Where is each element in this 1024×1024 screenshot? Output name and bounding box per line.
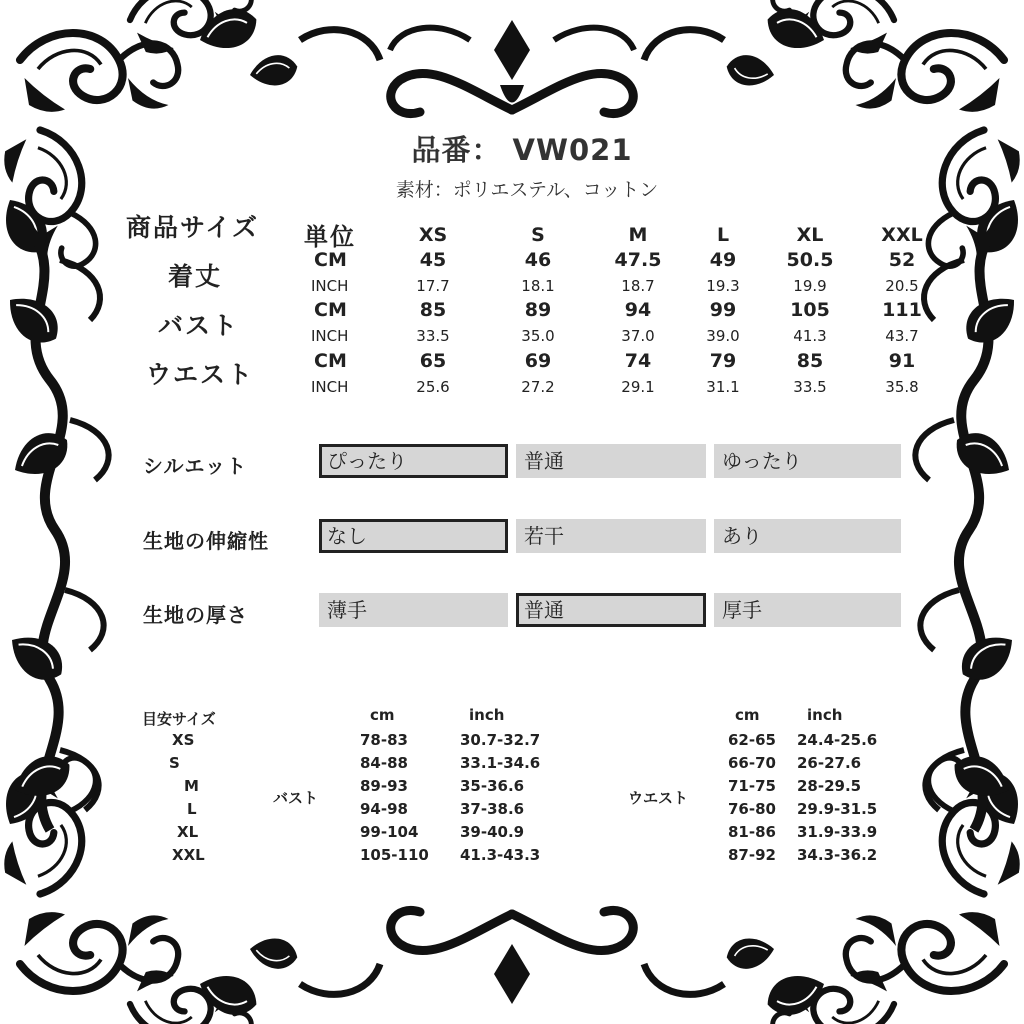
guide-waist-inch: 31.9-33.9 xyxy=(797,823,878,841)
measurement-cell: 35.0 xyxy=(521,327,555,345)
measurement-cell: 111 xyxy=(882,299,922,321)
guide-waist-cm: 66-70 xyxy=(728,754,776,772)
guide-size: XXL xyxy=(172,846,205,864)
measurement-cell: 29.1 xyxy=(621,378,655,396)
attribute-option: 薄手 xyxy=(319,593,508,627)
measurement-cell: 69 xyxy=(524,350,552,372)
guide-bust-cm-header: cm xyxy=(370,706,395,724)
measurement-cell: 94 xyxy=(624,299,652,321)
unit-label: CM xyxy=(314,249,347,271)
material-text: 素材：ポリエステル、コットン xyxy=(395,179,659,201)
measurement-cell: 39.0 xyxy=(706,327,740,345)
measurement-cell: 50.5 xyxy=(786,249,834,271)
guide-waist-cm-header: cm xyxy=(735,706,760,724)
guide-waist-inch: 24.4-25.6 xyxy=(797,731,878,749)
top-center-ornament xyxy=(247,20,776,114)
unit-label: INCH xyxy=(311,327,349,345)
measurement-cell: 79 xyxy=(709,350,737,372)
measurement-cell: 47.5 xyxy=(614,249,662,271)
measurement-cell: 89 xyxy=(524,299,552,321)
attribute-option-selected: 普通 xyxy=(516,593,706,627)
guide-bust-cm: 89-93 xyxy=(360,777,408,795)
attribute-option: 若干 xyxy=(516,519,706,553)
measurement-cell: 41.3 xyxy=(793,327,827,345)
measurement-cell: 33.5 xyxy=(416,327,450,345)
guide-size: M xyxy=(184,777,199,795)
guide-size: L xyxy=(187,800,197,818)
guide-bust-cm: 105-110 xyxy=(360,846,429,864)
measurement-cell: 49 xyxy=(709,249,737,271)
measurement-cell: 37.0 xyxy=(621,327,655,345)
guide-waist-inch: 26-27.6 xyxy=(797,754,862,772)
guide-bust-label: バスト xyxy=(273,789,319,807)
guide-waist-cm: 71-75 xyxy=(728,777,776,795)
bottom-center-ornament xyxy=(247,910,776,1004)
size-header-m: M xyxy=(628,224,648,246)
guide-bust-inch-header: inch xyxy=(469,706,505,724)
guide-bust-inch: 41.3-43.3 xyxy=(460,846,541,864)
guide-waist-cm: 81-86 xyxy=(728,823,776,841)
measurement-cell: 74 xyxy=(624,350,652,372)
guide-waist-inch: 34.3-36.2 xyxy=(797,846,878,864)
waist-label: ウエスト xyxy=(146,360,255,389)
measurement-cell: 85 xyxy=(796,350,824,372)
measurement-cell: 85 xyxy=(419,299,447,321)
measurement-cell: 20.5 xyxy=(885,277,919,295)
attribute-option-selected: ぴったり xyxy=(319,444,508,478)
measurement-cell: 25.6 xyxy=(416,378,450,396)
guide-bust-inch: 37-38.6 xyxy=(460,800,525,818)
attribute-label: 生地の伸縮性 xyxy=(143,529,269,553)
measurement-cell: 35.8 xyxy=(885,378,919,396)
guide-bust-cm: 84-88 xyxy=(360,754,408,772)
unit-label: INCH xyxy=(311,378,349,396)
attribute-option: 普通 xyxy=(516,444,706,478)
guide-bust-inch: 33.1-34.6 xyxy=(460,754,541,772)
bust-label: バスト xyxy=(158,311,240,340)
size-header-xxl: XXL xyxy=(881,224,923,246)
guide-bust-cm: 99-104 xyxy=(360,823,419,841)
guide-bust-cm: 94-98 xyxy=(360,800,408,818)
unit-label: CM xyxy=(314,350,347,372)
size-header-s: S xyxy=(531,224,545,246)
size-header-xs: XS xyxy=(418,224,448,246)
measurement-cell: 105 xyxy=(790,299,830,321)
length-label: 着丈 xyxy=(168,262,223,291)
measurement-cell: 31.1 xyxy=(706,378,740,396)
measurement-cell: 43.7 xyxy=(885,327,919,345)
left-side-ornament xyxy=(0,230,109,830)
product-code-title: 品番： VW021 xyxy=(411,133,633,167)
guide-bust-inch: 39-40.9 xyxy=(460,823,525,841)
size-header-xl: XL xyxy=(796,224,824,246)
measurement-cell: 45 xyxy=(419,249,447,271)
guide-waist-cm: 76-80 xyxy=(728,800,776,818)
guide-bust-inch: 30.7-32.7 xyxy=(460,731,541,749)
size-header-l: L xyxy=(716,224,730,246)
measurement-cell: 99 xyxy=(709,299,737,321)
unit-label: CM xyxy=(314,299,347,321)
guide-size: XL xyxy=(177,823,199,841)
measurement-cell: 19.3 xyxy=(706,277,740,295)
guide-waist-inch: 29.9-31.5 xyxy=(797,800,878,818)
guide-waist-cm: 62-65 xyxy=(728,731,776,749)
product-size-label: 商品サイズ xyxy=(126,213,260,242)
measurement-cell: 19.9 xyxy=(793,277,827,295)
guide-waist-inch: 28-29.5 xyxy=(797,777,862,795)
guide-bust-cm: 78-83 xyxy=(360,731,408,749)
guide-size: XS xyxy=(172,731,195,749)
measurement-cell: 17.7 xyxy=(416,277,450,295)
attribute-option: あり xyxy=(714,519,901,553)
guide-bust-inch: 35-36.6 xyxy=(460,777,525,795)
attribute-option: 厚手 xyxy=(714,593,901,627)
attribute-label: シルエット xyxy=(143,454,248,478)
unit-label: INCH xyxy=(311,277,349,295)
guide-waist-inch-header: inch xyxy=(807,706,843,724)
guide-title: 目安サイズ xyxy=(142,710,216,728)
measurement-cell: 91 xyxy=(888,350,916,372)
guide-waist-cm: 87-92 xyxy=(728,846,776,864)
guide-size: S xyxy=(169,754,180,772)
unit-header: 単位 xyxy=(304,223,356,251)
measurement-cell: 27.2 xyxy=(521,378,555,396)
measurement-cell: 33.5 xyxy=(793,378,827,396)
measurement-cell: 18.1 xyxy=(521,277,555,295)
measurement-cell: 18.7 xyxy=(621,277,655,295)
attribute-option: ゆったり xyxy=(714,444,901,478)
attribute-label: 生地の厚さ xyxy=(143,603,248,627)
measurement-cell: 52 xyxy=(888,249,916,271)
guide-waist-label: ウエスト xyxy=(628,789,689,807)
measurement-cell: 65 xyxy=(419,350,447,372)
measurement-cell: 46 xyxy=(524,249,552,271)
attribute-option-selected: なし xyxy=(319,519,508,553)
